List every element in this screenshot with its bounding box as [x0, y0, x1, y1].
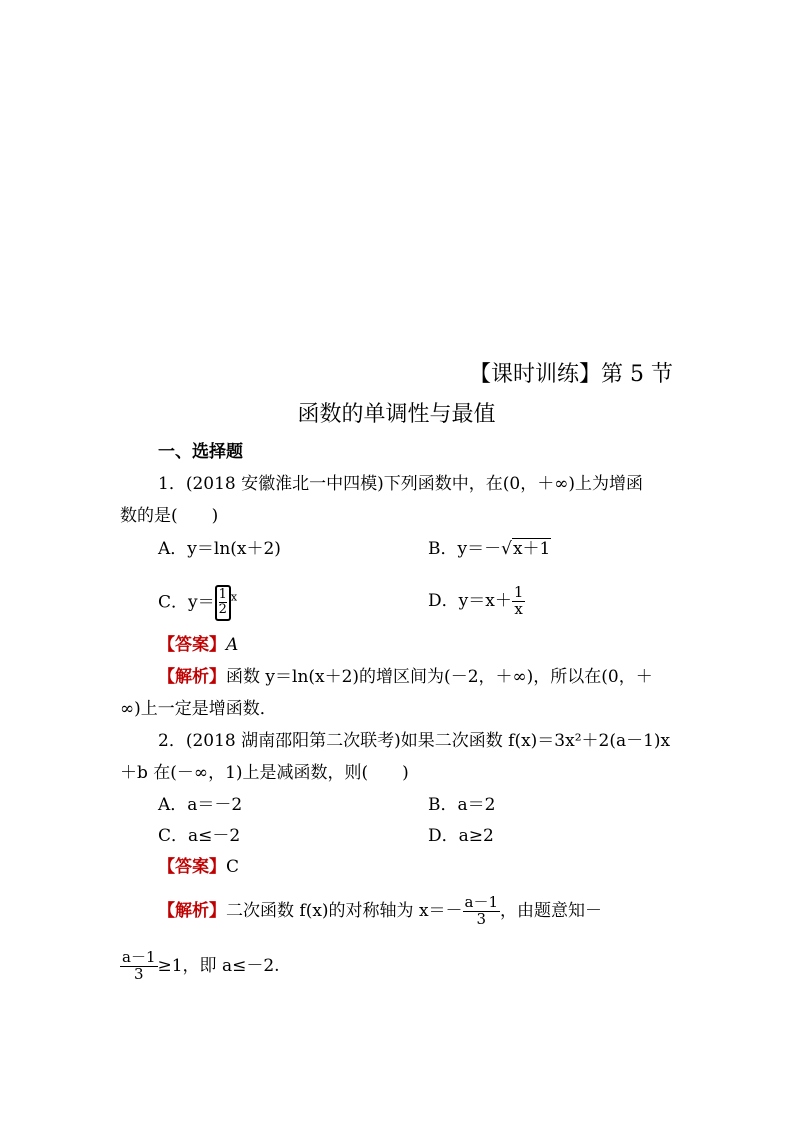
answer-value: C — [226, 857, 240, 877]
fraction-numerator: 1 — [513, 583, 524, 601]
q1-option-d-prefix: D．y＝x＋ — [428, 590, 512, 611]
fraction-numerator: 1 — [218, 587, 227, 602]
analysis-text: ≥1，即 a≤－2. — [157, 955, 280, 976]
section-heading: 一、选择题 — [158, 442, 243, 462]
q2-option-a: A．a＝－2 — [158, 795, 243, 815]
q1-option-a: A．y＝ln(x＋2) — [158, 539, 281, 559]
q1-stem-line1: 1．(2018 安徽淮北一中四模)下列函数中，在(0，＋∞)上为增函 — [158, 474, 643, 494]
answer-label: 【答案】 — [158, 635, 226, 655]
fraction-denominator: 3 — [133, 964, 144, 983]
analysis-text: 二次函数 f(x)的对称轴为 x＝－ — [226, 900, 463, 921]
q1-analysis-line2: ∞)上一定是增函数． — [120, 699, 277, 719]
q1-analysis-line1 — [158, 669, 653, 686]
q2-stem-line1: 2．(2018 湖南邵阳第二次联考)如果二次函数 f(x)＝3x²＋2(a－1)x — [158, 731, 671, 751]
q1-option-d — [428, 585, 525, 618]
q1-option-b — [428, 541, 551, 558]
analysis-fraction — [463, 895, 501, 928]
q2-option-d: D．a≥2 — [428, 826, 494, 846]
analysis-text: 函数 y＝ln(x＋2)的增区间为(－2，＋∞)，所以在(0，＋ — [226, 667, 653, 687]
q1-option-b-prefix: B．y＝－ — [428, 539, 502, 559]
q1-stem-line2: 数的是( ) — [120, 506, 219, 526]
q1-option-c — [158, 585, 237, 621]
lesson-header: 【课时训练】第 5 节 — [469, 362, 673, 387]
fraction-denominator: 2 — [218, 602, 227, 618]
fraction-numerator: a－1 — [122, 948, 156, 966]
sqrt-symbol: √ — [501, 539, 512, 559]
q1-answer — [158, 637, 238, 654]
fraction-numerator: a－1 — [464, 893, 499, 911]
analysis-text: ，由题意知－ — [500, 900, 603, 921]
q2-analysis-line1 — [158, 895, 602, 928]
q2-option-b: B．a＝2 — [428, 795, 496, 815]
q1-option-c-prefix: C．y＝ — [158, 592, 215, 613]
q1-option-b-radicand: x＋1 — [512, 539, 551, 559]
q2-answer — [158, 859, 239, 876]
fraction-denominator: x — [514, 599, 523, 618]
q1-option-c-fraction — [215, 585, 231, 621]
q2-option-c: C．a≤－2 — [158, 826, 241, 846]
page-title: 函数的单调性与最值 — [297, 402, 496, 427]
q2-stem-line2: ＋b 在(－∞，1)上是减函数，则( ) — [120, 763, 409, 783]
q1-option-d-fraction — [512, 585, 526, 618]
analysis-fraction — [120, 950, 158, 983]
exponent: x — [230, 590, 238, 604]
answer-label: 【答案】 — [158, 857, 226, 877]
answer-value: A — [226, 635, 239, 655]
analysis-label: 【解析】 — [158, 900, 226, 921]
fraction-denominator: 3 — [476, 909, 487, 928]
analysis-label: 【解析】 — [158, 667, 226, 687]
q2-analysis-line2 — [120, 950, 280, 983]
